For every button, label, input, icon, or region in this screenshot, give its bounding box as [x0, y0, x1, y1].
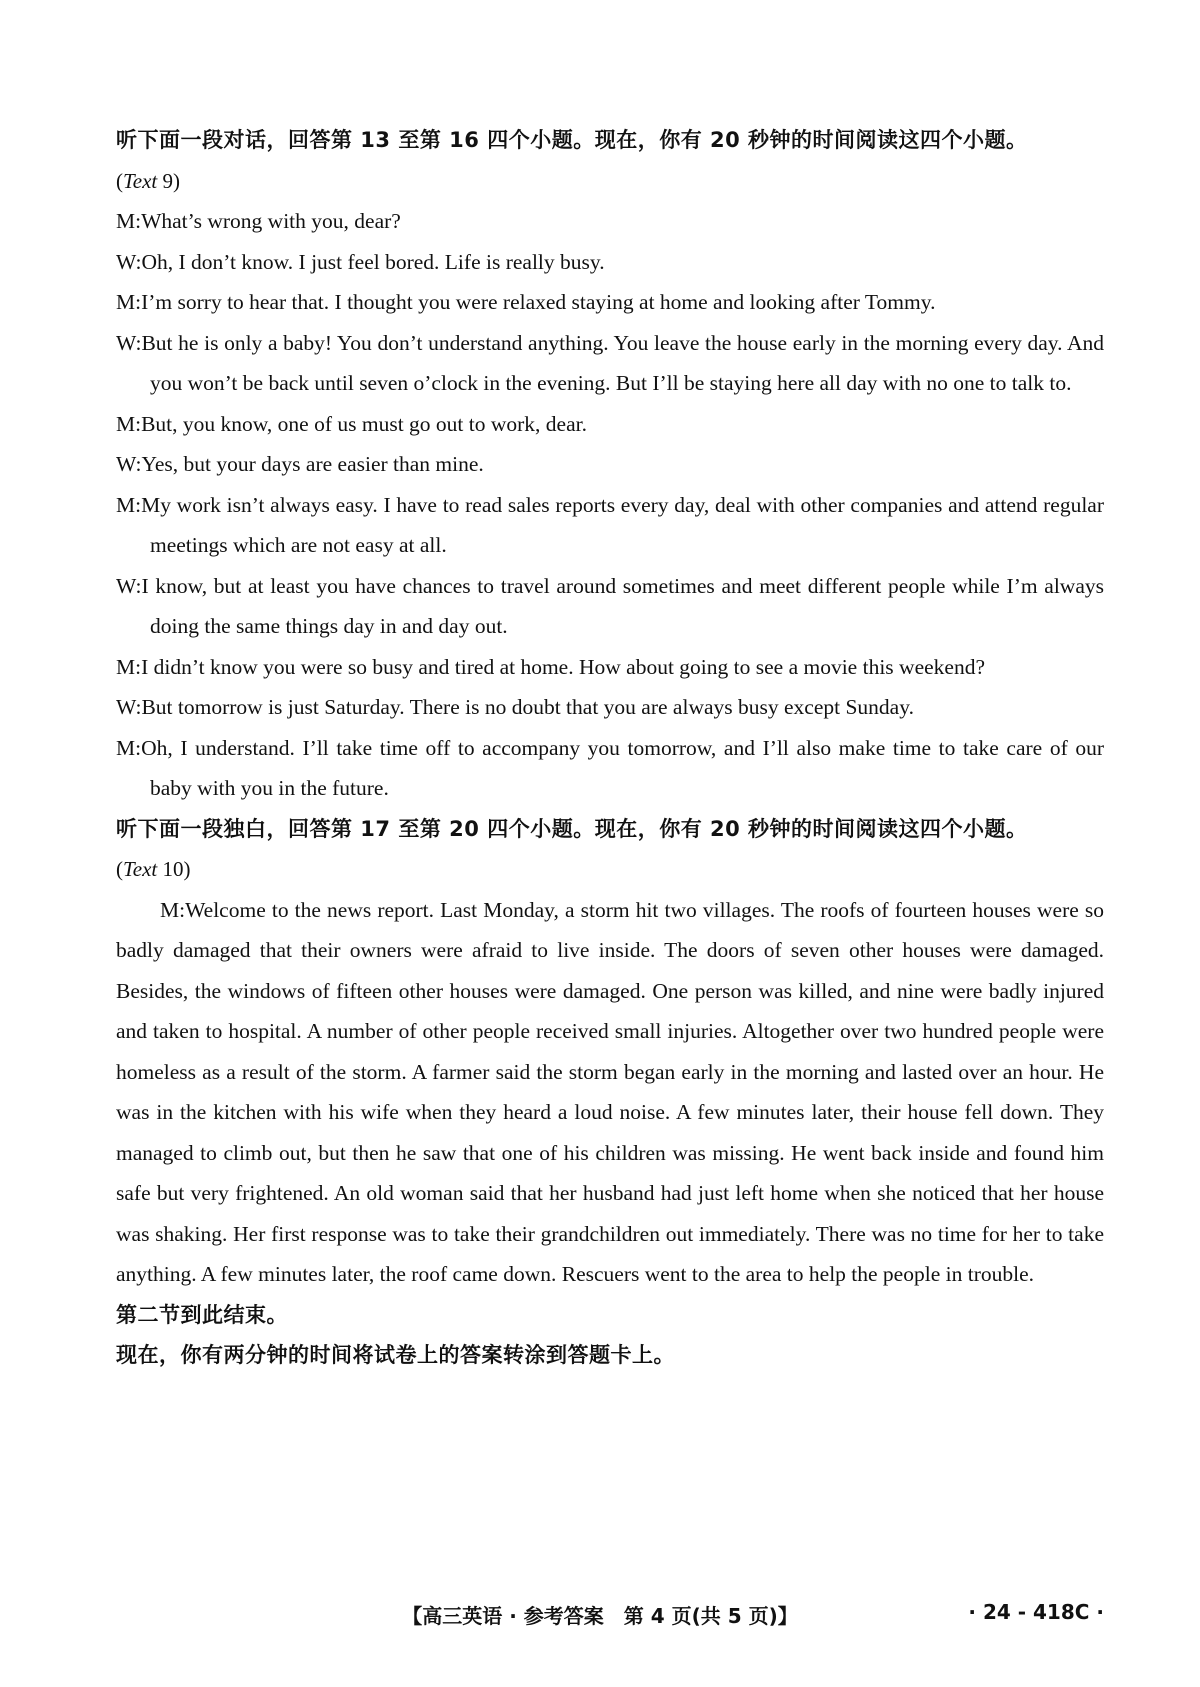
dialogue-turn — [116, 444, 1104, 485]
speaker-label: M: — [116, 735, 142, 760]
document-page — [116, 120, 1104, 1376]
dialogue-turn — [116, 242, 1104, 283]
turn-text: I know, but at least you have chances to travel around sometimes and meet different people while I’m always doing the same things day in and day out. — [141, 573, 1104, 638]
dialogue-turn — [116, 282, 1104, 323]
page-footer — [0, 1596, 1200, 1636]
turn-text: But tomorrow is just Saturday. There is no doubt that you are always busy except Sunday. — [141, 695, 914, 719]
monologue-speaker: M: — [160, 897, 186, 922]
turn-text: I didn’t know you were so busy and tired at home. How about going to see a movie this weekend? — [141, 654, 985, 679]
section2-instruction: 听下面一段独白，回答第 17 至第 20 四个小题。现在，你有 20 秒钟的时间阅读这四个小题。 — [116, 816, 1028, 841]
turn-text: Yes, but your days are easier than mine. — [141, 452, 484, 476]
speaker-label: W: — [116, 573, 142, 598]
speaker-label: M: — [116, 654, 142, 679]
dialogue-turn — [116, 404, 1104, 445]
dialogue-turn — [116, 728, 1104, 809]
transfer-answers-line: 现在，你有两分钟的时间将试卷上的答案转涂到答题卡上。 — [116, 1343, 675, 1367]
section-end-line: 第二节到此结束。 — [116, 1302, 288, 1327]
dialogue-turn — [116, 323, 1104, 404]
dialogue-turn — [116, 566, 1104, 647]
turn-text: What’s wrong with you, dear? — [141, 209, 401, 233]
footer-code: · 24 - 418C · — [968, 1600, 1104, 1624]
turn-text: But he is only a baby! You don’t understand anything. You leave the house early in the morning every day. And you won’t be back until seven o’clock in the evening. But I’ll be staying here all day with no one to talk to. — [141, 330, 1104, 395]
section1-text-label: (Text 9) — [116, 168, 180, 193]
monologue-text: Welcome to the news report. Last Monday, a storm hit two villages. The roofs of fourteen houses were so badly damaged that their owners were afraid to live inside. The doors of seven other houses were damaged. Besides, the windows of fifteen other houses were damaged. One person was killed, and nine were badly injured and taken to hospital. A number of other people received small injuries. Altogether over two hundred people were homeless as a result of the storm. A farmer said the storm began early in the morning and lasted over an hour. He was in the kitchen with his wife when they heard a loud noise. A few minutes later, their house fell down. They managed to climb out, but then he saw that one of his children was missing. He went back inside and found him safe but very frightened. An old woman said that her husband had just left home when she noticed that her house was shaking. Her first response was to take their grandchildren out immediately. There was no time for her to take anything. A few minutes later, the roof came down. Rescuers went to the area to help the people in trouble. — [116, 897, 1104, 1286]
section1-instruction: 听下面一段对话，回答第 13 至第 16 四个小题。现在，你有 20 秒钟的时间阅读这四个小题。 — [116, 128, 1028, 152]
turn-text: My work isn’t always easy. I have to read sales reports every day, deal with other companies and attend regular meetings which are not easy at all. — [141, 492, 1104, 557]
dialogue — [116, 201, 1104, 809]
speaker-label: M: — [116, 492, 142, 517]
speaker-label: M: — [116, 411, 142, 436]
footer-title: 【高三英语 · 参考答案 第 4 页(共 5 页)】 — [402, 1604, 798, 1628]
section2-text-label: (Text 10) — [116, 857, 191, 881]
speaker-label: M: — [116, 290, 142, 314]
speaker-label: W: — [116, 452, 142, 476]
speaker-label: W: — [116, 249, 142, 274]
dialogue-turn — [116, 485, 1104, 566]
speaker-label: W: — [116, 695, 142, 719]
turn-text: Oh, I don’t know. I just feel bored. Life is really busy. — [141, 249, 605, 274]
speaker-label: M: — [116, 209, 142, 233]
turn-text: But, you know, one of us must go out to work, dear. — [141, 411, 587, 436]
speaker-label: W: — [116, 330, 142, 355]
dialogue-turn — [116, 201, 1104, 242]
dialogue-turn — [116, 647, 1104, 688]
monologue-paragraph — [116, 890, 1104, 1295]
dialogue-turn — [116, 687, 1104, 728]
turn-text: I’m sorry to hear that. I thought you were relaxed staying at home and looking after Tommy. — [141, 290, 936, 314]
turn-text: Oh, I understand. I’ll take time off to accompany you tomorrow, and I’ll also make time to take care of our baby with you in the future. — [141, 735, 1104, 800]
